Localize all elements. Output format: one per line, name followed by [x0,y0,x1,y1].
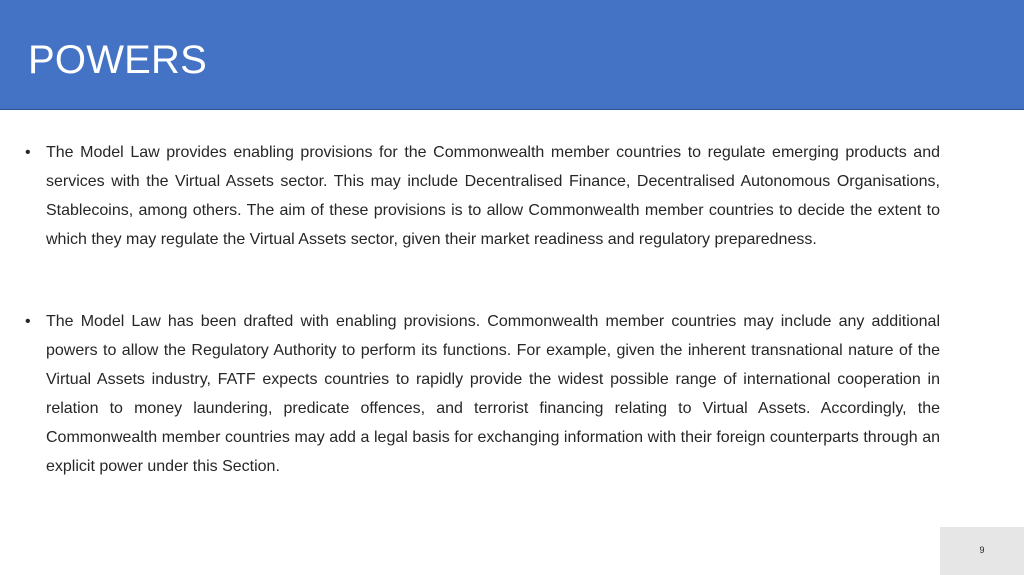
bullet-item [24,307,940,481]
title-bar [0,0,1024,110]
bullet-marker: • [25,144,31,161]
bullet-text: The Model Law has been drafted with enabling provisions. Commonwealth member countries may include any additional powers to allow the Regulatory Authority to perform its functions. For example, given the inherent transnational nature of the Virtual Assets industry, FATF expects countries to rapidly provide the widest possible range of international cooperation in relation to money laundering, predicate offences, and terrorist financing relating to Virtual Assets. Accordingly, the Commonwealth member countries may add a legal basis for exchanging information with their foreign counterparts through an explicit power under this Section. [46,313,940,475]
page-number: 9 [979,545,985,555]
bullet-item [24,138,940,254]
slide-content [24,138,940,481]
page-number-box [940,527,1024,575]
slide-title: POWERS [28,38,207,82]
bullet-marker: • [25,313,31,330]
bullet-text: The Model Law provides enabling provisions for the Commonwealth member countries to regulate emerging products and services with the Virtual Assets sector. This may include Decentralised Finance, Decentralised Autonomous Organisations, Stablecoins, among others. The aim of these provisions is to allow Commonwealth member countries to decide the extent to which they may regulate the Virtual Assets sector, given their market readiness and regulatory preparedness. [46,144,940,248]
